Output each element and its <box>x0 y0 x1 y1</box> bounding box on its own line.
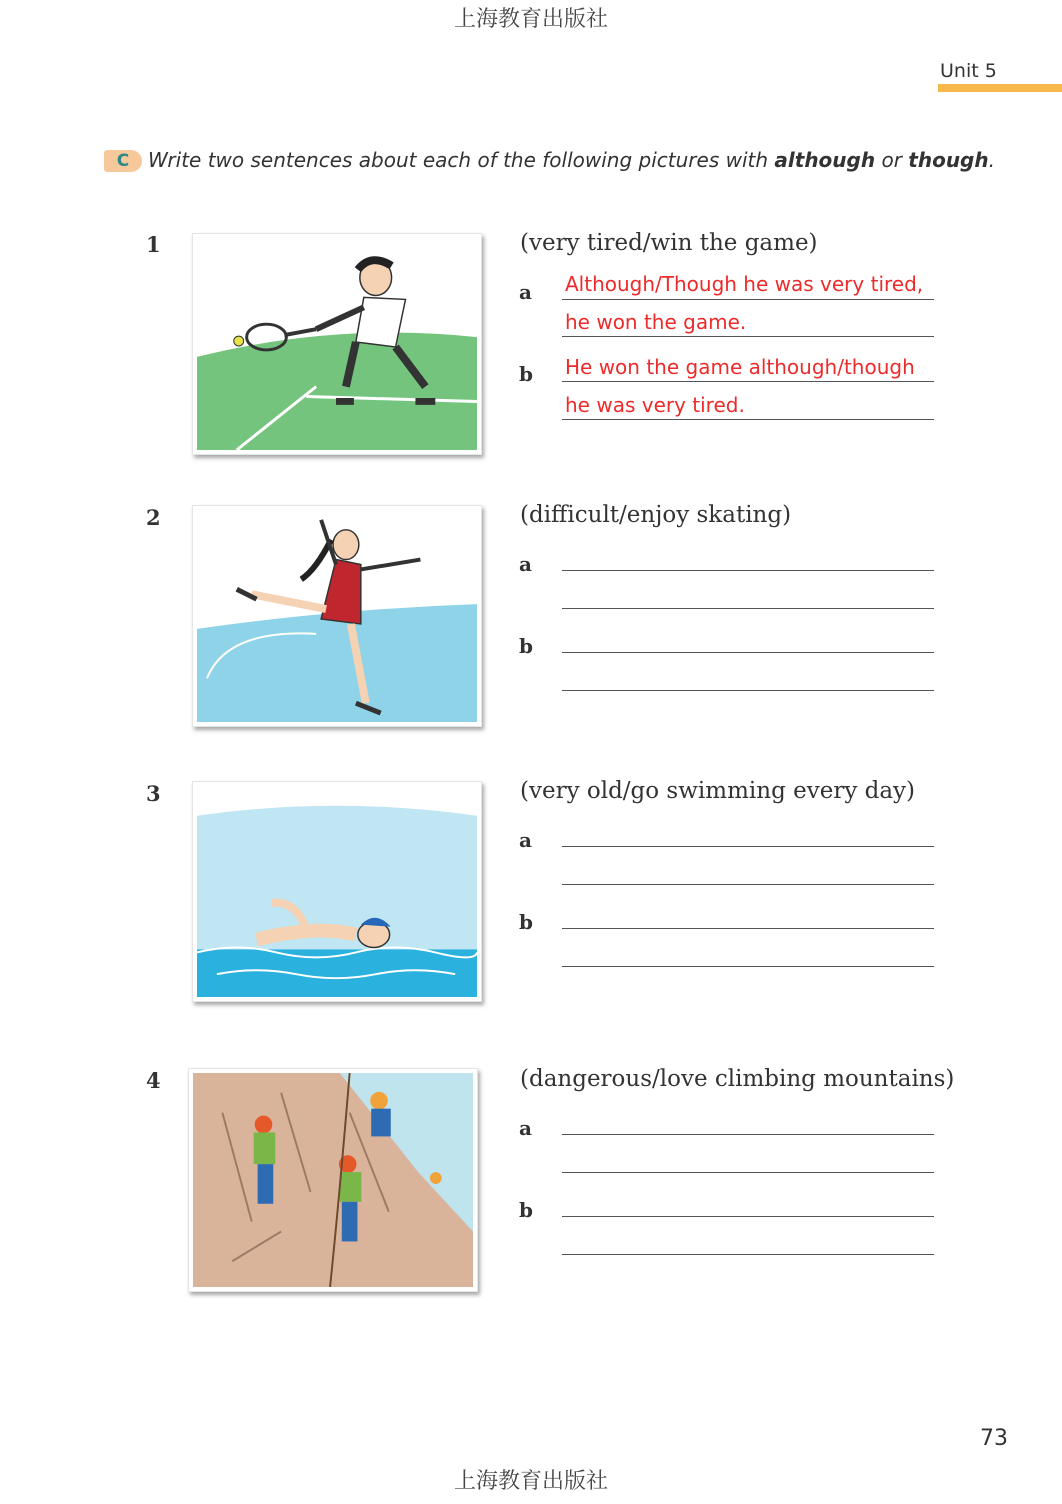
page-number: 73 <box>980 1426 1008 1451</box>
unit-bar <box>938 84 1062 92</box>
exercise-prompt: (very old/go swimming every day) <box>520 778 916 804</box>
exercise-number: 2 <box>146 505 161 530</box>
answer-line[interactable] <box>562 336 934 337</box>
answer-a-line-2: he won the game. <box>565 310 747 334</box>
instruction-end: . <box>988 148 995 172</box>
sentence-label-b: b <box>519 634 533 658</box>
exercise-prompt: (very tired/win the game) <box>520 230 818 256</box>
instruction-mid: or <box>875 148 909 172</box>
exercise-number: 3 <box>146 781 161 806</box>
answer-line[interactable] <box>562 690 934 691</box>
answer-line[interactable] <box>562 419 934 420</box>
sentence-label-a: a <box>519 828 532 852</box>
tennis-player-icon <box>192 233 482 455</box>
publisher-header: 上海教育出版社 <box>453 7 608 32</box>
answer-line[interactable] <box>562 299 934 300</box>
answer-line[interactable] <box>562 1216 934 1217</box>
answer-line[interactable] <box>562 652 934 653</box>
answer-line[interactable] <box>562 1134 934 1135</box>
answer-line[interactable] <box>562 966 934 967</box>
instruction <box>148 148 995 172</box>
instruction-text: Write two sentences about each of the following pictures with <box>148 148 775 172</box>
sentence-label-b: b <box>519 910 533 934</box>
sentence-label-b: b <box>519 362 533 386</box>
publisher-footer: 上海教育出版社 <box>453 1469 608 1494</box>
answer-line[interactable] <box>562 846 934 847</box>
exercise-number: 4 <box>146 1068 161 1093</box>
sentence-label-b: b <box>519 1198 533 1222</box>
answer-b-line-1: He won the game although/though <box>565 355 915 379</box>
answer-a-line-1: Although/Though he was very tired, <box>565 272 924 296</box>
unit-label: Unit 5 <box>940 60 997 82</box>
keyword-though: though <box>908 148 989 172</box>
keyword-although: although <box>774 148 876 172</box>
exercise-prompt: (difficult/enjoy skating) <box>520 502 792 528</box>
answer-line[interactable] <box>562 608 934 609</box>
mountain-climbers-icon <box>188 1068 478 1292</box>
answer-line[interactable] <box>562 381 934 382</box>
sentence-label-a: a <box>519 1116 532 1140</box>
section-badge: C <box>104 150 142 172</box>
answer-line[interactable] <box>562 570 934 571</box>
exercise-prompt: (dangerous/love climbing mountains) <box>520 1066 955 1092</box>
answer-line[interactable] <box>562 884 934 885</box>
exercise-number: 1 <box>146 232 161 257</box>
sentence-label-a: a <box>519 552 532 576</box>
swimmer-icon <box>192 781 482 1002</box>
answer-line[interactable] <box>562 1172 934 1173</box>
ice-skater-icon <box>192 505 482 727</box>
answer-line[interactable] <box>562 1254 934 1255</box>
answer-line[interactable] <box>562 928 934 929</box>
answer-b-line-2: he was very tired. <box>565 393 745 417</box>
sentence-label-a: a <box>519 280 532 304</box>
